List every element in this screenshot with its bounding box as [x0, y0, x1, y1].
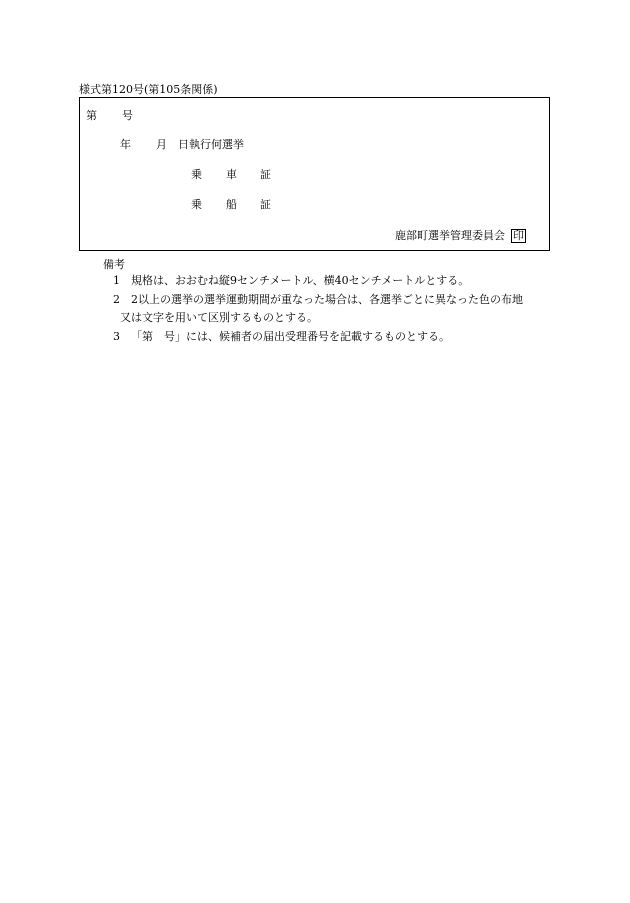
certificate-frame	[79, 97, 550, 251]
date-month: 月	[156, 138, 167, 151]
remarks-heading: 備考	[103, 258, 125, 271]
vessel-cert-char-1: 乗	[191, 198, 202, 211]
number-suffix: 号	[122, 109, 133, 122]
vehicle-cert-char-3: 証	[260, 168, 271, 181]
vehicle-cert-char-2: 車	[226, 168, 237, 181]
remark-text-continued: 又は文字を用いて区別するものとする。	[120, 311, 318, 324]
vehicle-cert-char-1: 乗	[191, 168, 202, 181]
remark-number: 1	[113, 274, 120, 287]
form-title: 様式第120号(第105条関係)	[79, 83, 218, 96]
number-prefix: 第	[86, 109, 97, 122]
remark-text: 規格は、おおむね縦9センチメートル、横40センチメートルとする。	[131, 274, 470, 287]
issuer-line	[395, 229, 526, 243]
election-text: 日執行何選挙	[178, 138, 244, 151]
remark-text: 「第 号」には、候補者の届出受理番号を記載するものとする。	[131, 330, 450, 343]
remark-number: 3	[113, 330, 120, 343]
vessel-cert-char-3: 証	[260, 198, 271, 211]
remark-text: 2以上の選挙の選挙運動期間が重なった場合は、各選挙ごとに異なった色の布地	[131, 293, 523, 306]
remark-number: 2	[113, 293, 120, 306]
date-year: 年	[120, 138, 131, 151]
vessel-cert-char-2: 船	[226, 198, 237, 211]
seal-mark: 印	[513, 229, 524, 242]
issuer-name: 鹿部町選挙管理委員会	[395, 229, 505, 242]
